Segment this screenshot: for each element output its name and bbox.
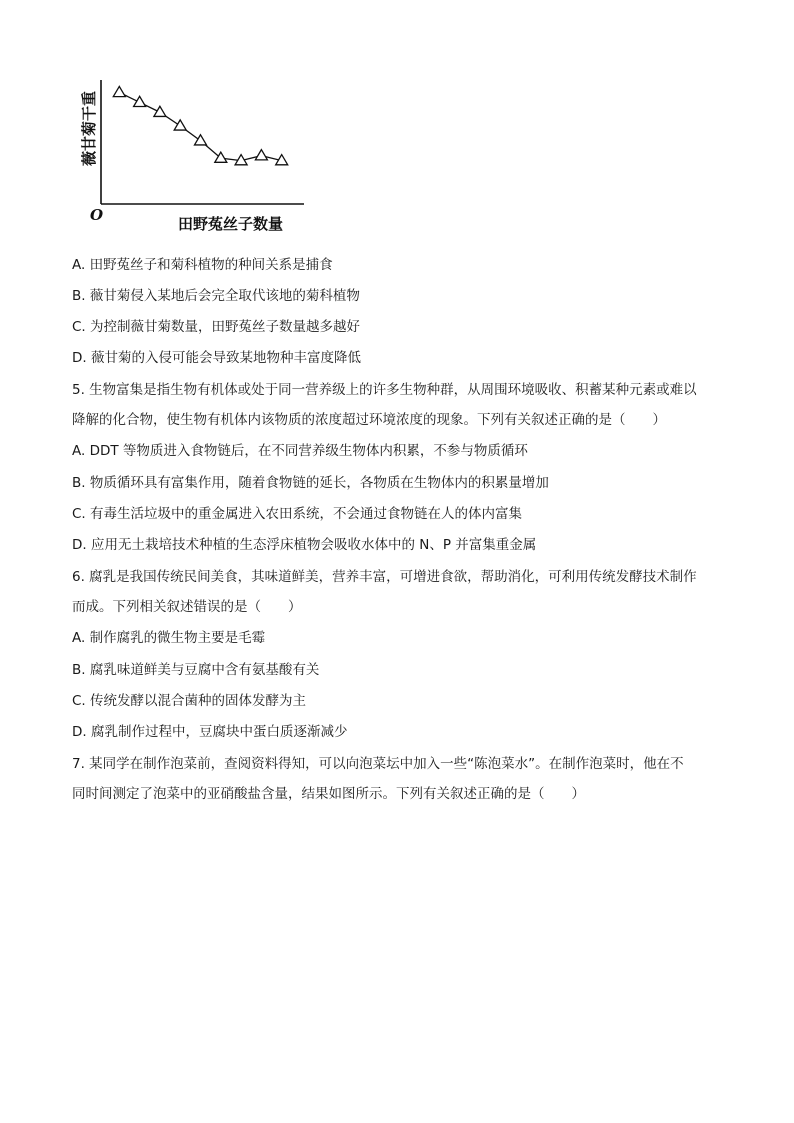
- q5-option-a: A. DDT 等物质进入食物链后，在不同营养级生物体内积累，不参与物质循环: [72, 443, 528, 459]
- data-point-marker-1: [113, 86, 125, 96]
- data-point-marker-4: [174, 120, 186, 130]
- chart-svg: [68, 68, 318, 238]
- series-markers: [113, 86, 287, 164]
- q6-option-a: A. 制作腐乳的微生物主要是毛霉: [72, 630, 266, 646]
- q7-stem-line-2: 同时间测定了泡菜中的亚硝酸盐含量，结果如图所示。下列有关叙述正确的是（ ）: [72, 786, 585, 802]
- q4-option-b: B. 薇甘菊侵入某地后会完全取代该地的菊科植物: [72, 288, 360, 304]
- q6-stem-line-1: 6. 腐乳是我国传统民间美食，其味道鲜美，营养丰富，可增进食欲，帮助消化，可利用传统发酵技术制作: [72, 569, 697, 585]
- q6-option-b: B. 腐乳味道鲜美与豆腐中含有氨基酸有关: [72, 662, 320, 678]
- origin-label: O: [90, 206, 104, 224]
- y-axis-label: 薇甘菊干重: [80, 90, 98, 166]
- q6-stem-line-2: 而成。下列相关叙述错误的是（ ）: [72, 599, 302, 615]
- q4-option-d: D. 薇甘菊的入侵可能会导致某地物种丰富度降低: [72, 350, 361, 366]
- q5-option-c: C. 有毒生活垃圾中的重金属进入农田系统，不会通过食物链在人的体内富集: [72, 506, 523, 522]
- line-chart-figure: [68, 68, 318, 238]
- q4-option-a: A. 田野菟丝子和菊科植物的种间关系是捕食: [72, 257, 333, 273]
- data-point-marker-5: [195, 135, 207, 145]
- q5-option-b: B. 物质循环具有富集作用，随着食物链的延长，各物质在生物体内的积累量增加: [72, 475, 549, 491]
- q5-stem-line-1: 5. 生物富集是指生物有机体或处于同一营养级上的许多生物种群，从周围环境吸收、积蓄某种元素或难以: [72, 382, 697, 398]
- q6-option-c: C. 传统发酵以混合菌种的固体发酵为主: [72, 693, 307, 709]
- q4-option-c: C. 为控制薇甘菊数量，田野菟丝子数量越多越好: [72, 319, 361, 335]
- q7-stem-line-1: 7. 某同学在制作泡菜前，查阅资料得知，可以向泡菜坛中加入一些“陈泡菜水”。在制作泡菜时，他在不: [72, 756, 684, 772]
- data-point-marker-8: [255, 150, 267, 160]
- q6-option-d: D. 腐乳制作过程中，豆腐块中蛋白质逐渐减少: [72, 724, 348, 740]
- q5-stem-line-2: 降解的化合物，使生物有机体内该物质的浓度超过环境浓度的现象。下列有关叙述正确的是（ ）: [72, 412, 666, 428]
- data-point-marker-3: [154, 106, 166, 116]
- data-point-marker-2: [134, 96, 146, 106]
- data-point-marker-6: [215, 152, 227, 162]
- q5-option-d: D. 应用无土栽培技术种植的生态浮床植物会吸收水体中的 N、P 并富集重金属: [72, 537, 537, 553]
- x-axis-label: 田野菟丝子数量: [178, 215, 284, 233]
